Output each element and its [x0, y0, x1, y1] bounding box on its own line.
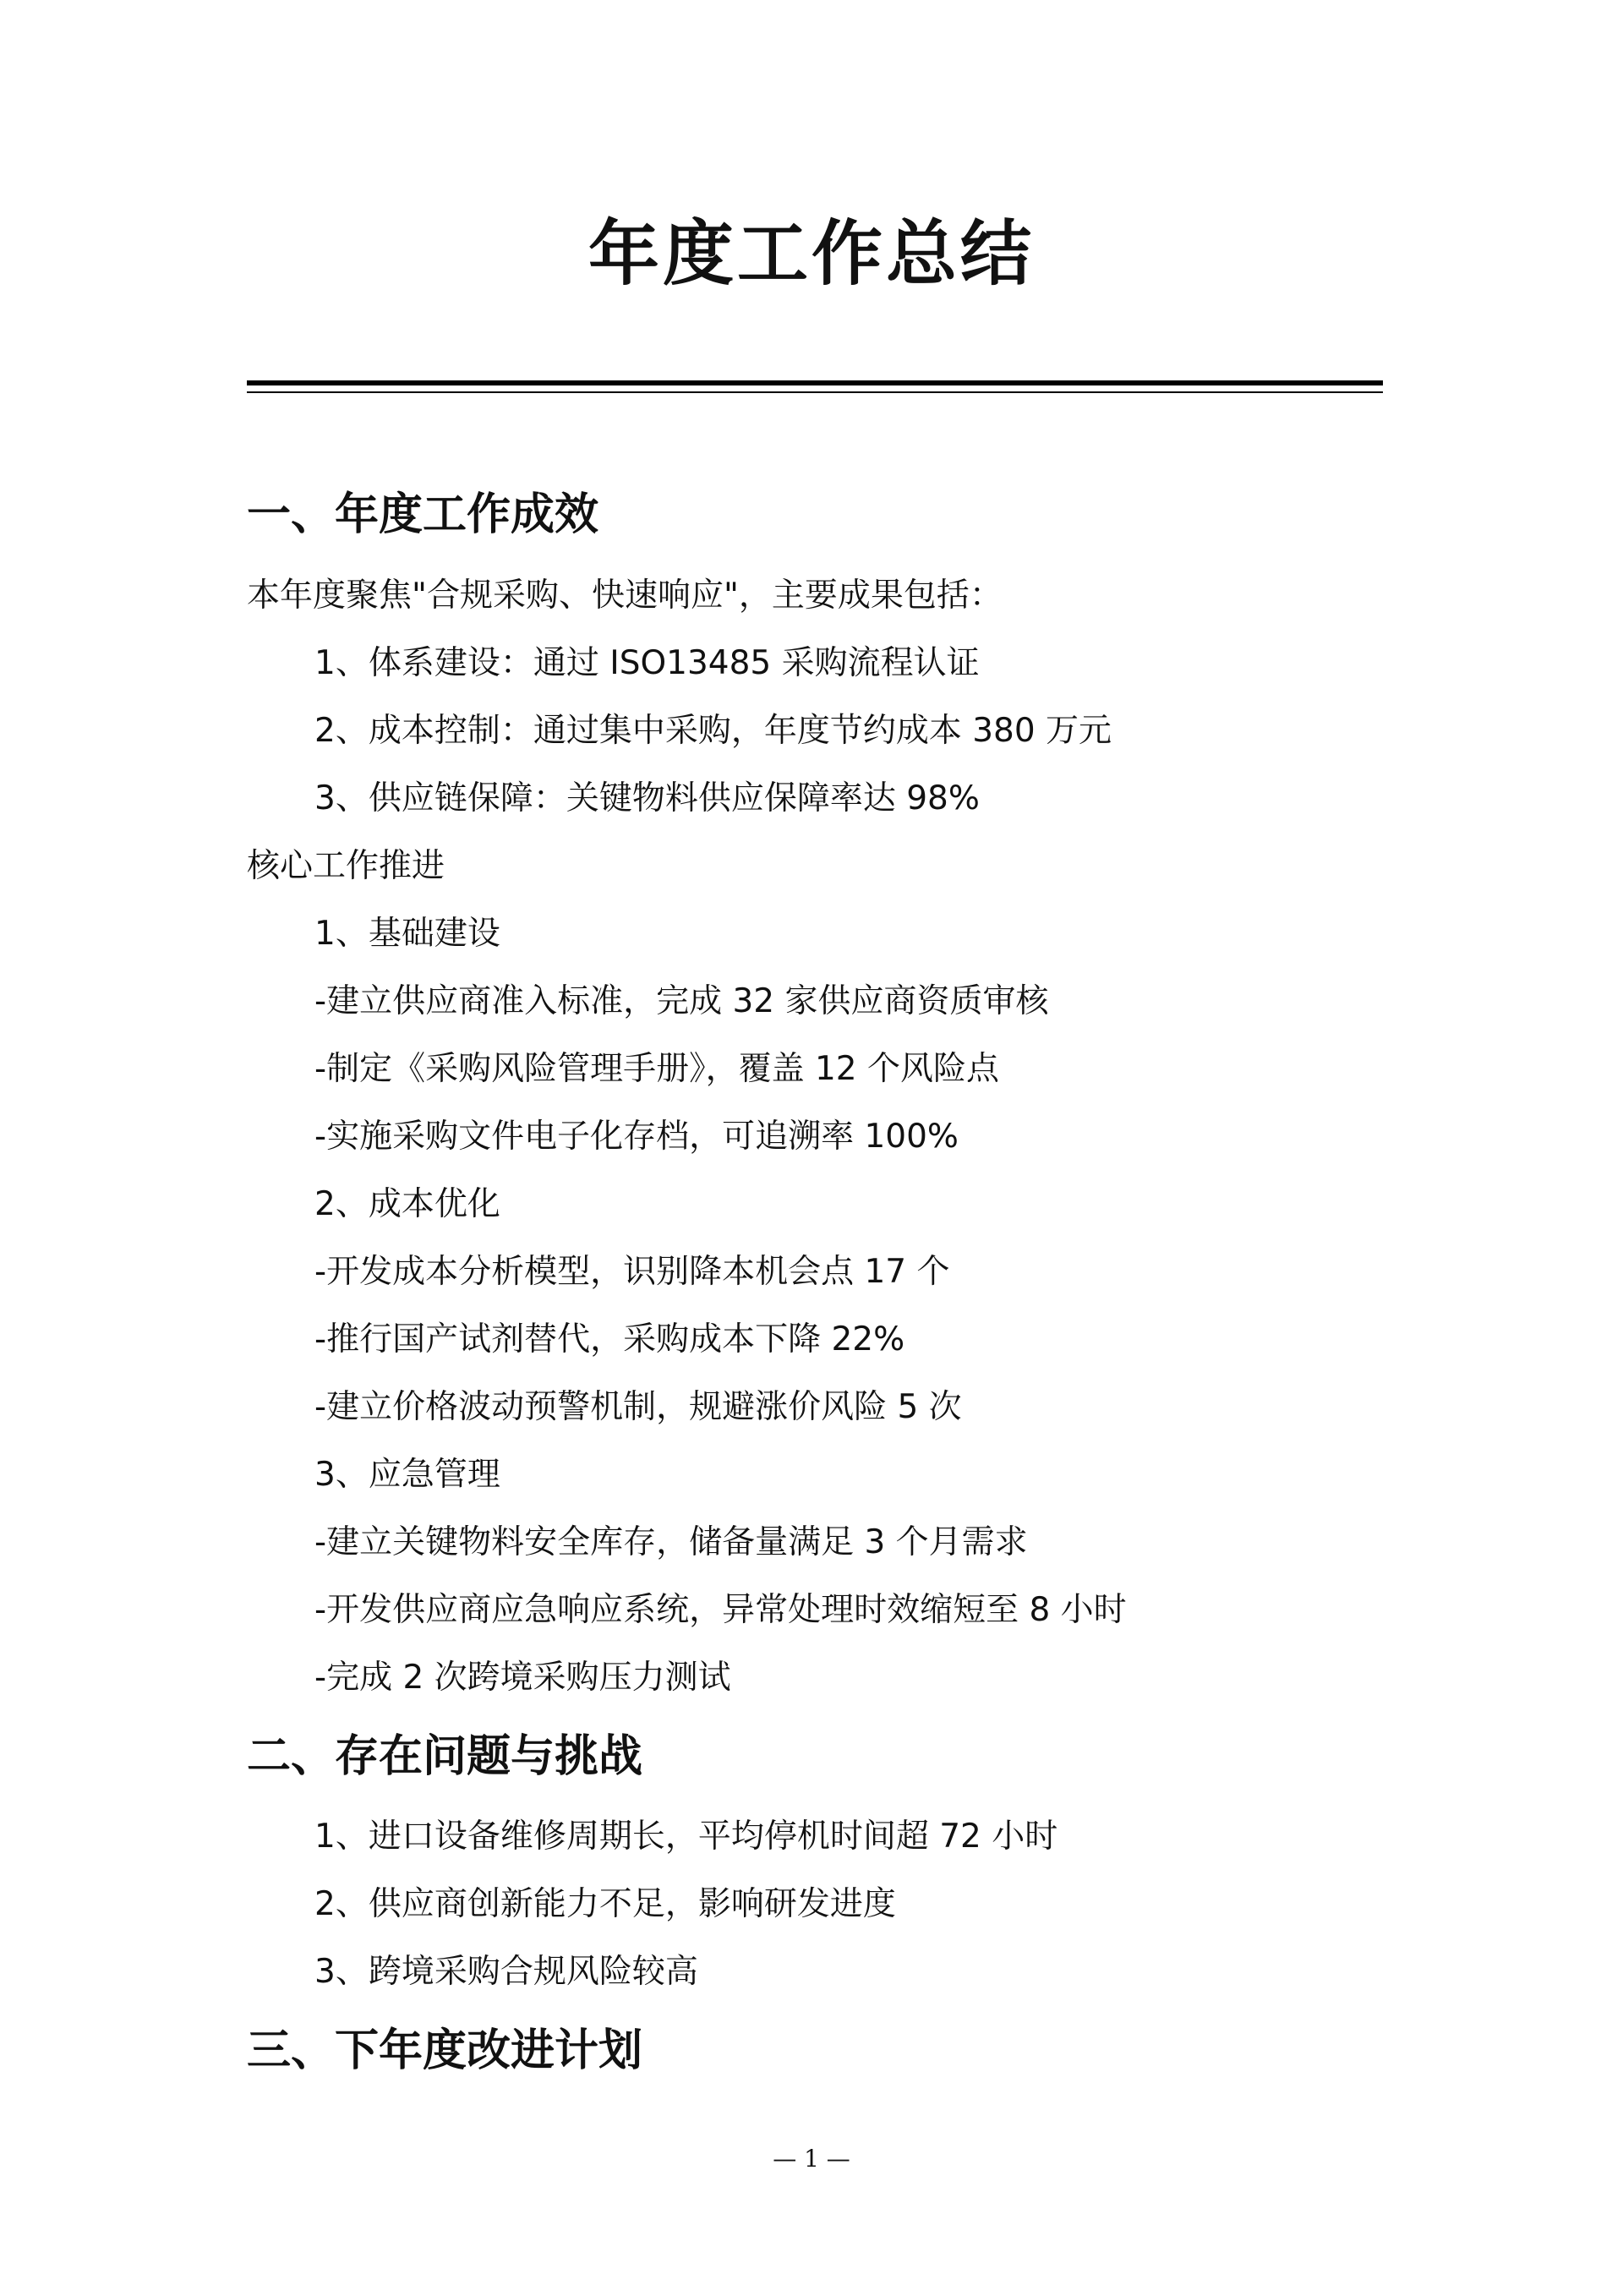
- result-item: 2、成本控制：通过集中采购，年度节约成本 380 万元: [314, 712, 1112, 750]
- core-item: -建立价格波动预警机制，规避涨价风险 5 次: [314, 1388, 962, 1426]
- core-item: -完成 2 次跨境采购压力测试: [314, 1659, 731, 1697]
- core-item: -推行国产试剂替代，采购成本下降 22%: [314, 1320, 905, 1358]
- problem-item: 1、进口设备维修周期长，平均停机时间超 72 小时: [314, 1818, 1058, 1856]
- title-divider-thin: [247, 391, 1383, 393]
- problem-item: 3、跨境采购合规风险较高: [314, 1953, 698, 1991]
- core-item: -建立供应商准入标准，完成 32 家供应商资质审核: [314, 982, 1049, 1020]
- section1-intro: 本年度聚焦"合规采购、快速响应"，主要成果包括：: [247, 577, 1003, 615]
- section1-heading: 一、年度工作成效: [247, 489, 599, 540]
- result-item: 1、体系建设：通过 ISO13485 采购流程认证: [314, 644, 980, 682]
- core-work-title: 核心工作推进: [247, 847, 445, 885]
- section3-heading: 三、下年度改进计划: [247, 2025, 643, 2076]
- title-divider-thick: [247, 380, 1383, 385]
- core-item: -开发成本分析模型，识别降本机会点 17 个: [314, 1253, 950, 1291]
- problem-item: 2、供应商创新能力不足，影响研发进度: [314, 1885, 896, 1923]
- core-item: -建立关键物料安全库存，储备量满足 3 个月需求: [314, 1523, 1028, 1561]
- result-item: 3、供应链保障：关键物料供应保障率达 98%: [314, 779, 980, 817]
- section2-heading: 二、存在问题与挑战: [247, 1731, 643, 1782]
- core-group-title: 1、基础建设: [314, 915, 500, 953]
- core-group-title: 3、应急管理: [314, 1456, 500, 1494]
- document-title: 年度工作总结: [587, 212, 1035, 295]
- core-item: -制定《采购风险管理手册》，覆盖 12 个风险点: [314, 1050, 999, 1088]
- core-item: -实施采购文件电子化存档，可追溯率 100%: [314, 1118, 959, 1156]
- core-item: -开发供应商应急响应系统，异常处理时效缩短至 8 小时: [314, 1591, 1127, 1629]
- page-number: — 1 —: [773, 2145, 850, 2173]
- core-group-title: 2、成本优化: [314, 1185, 500, 1223]
